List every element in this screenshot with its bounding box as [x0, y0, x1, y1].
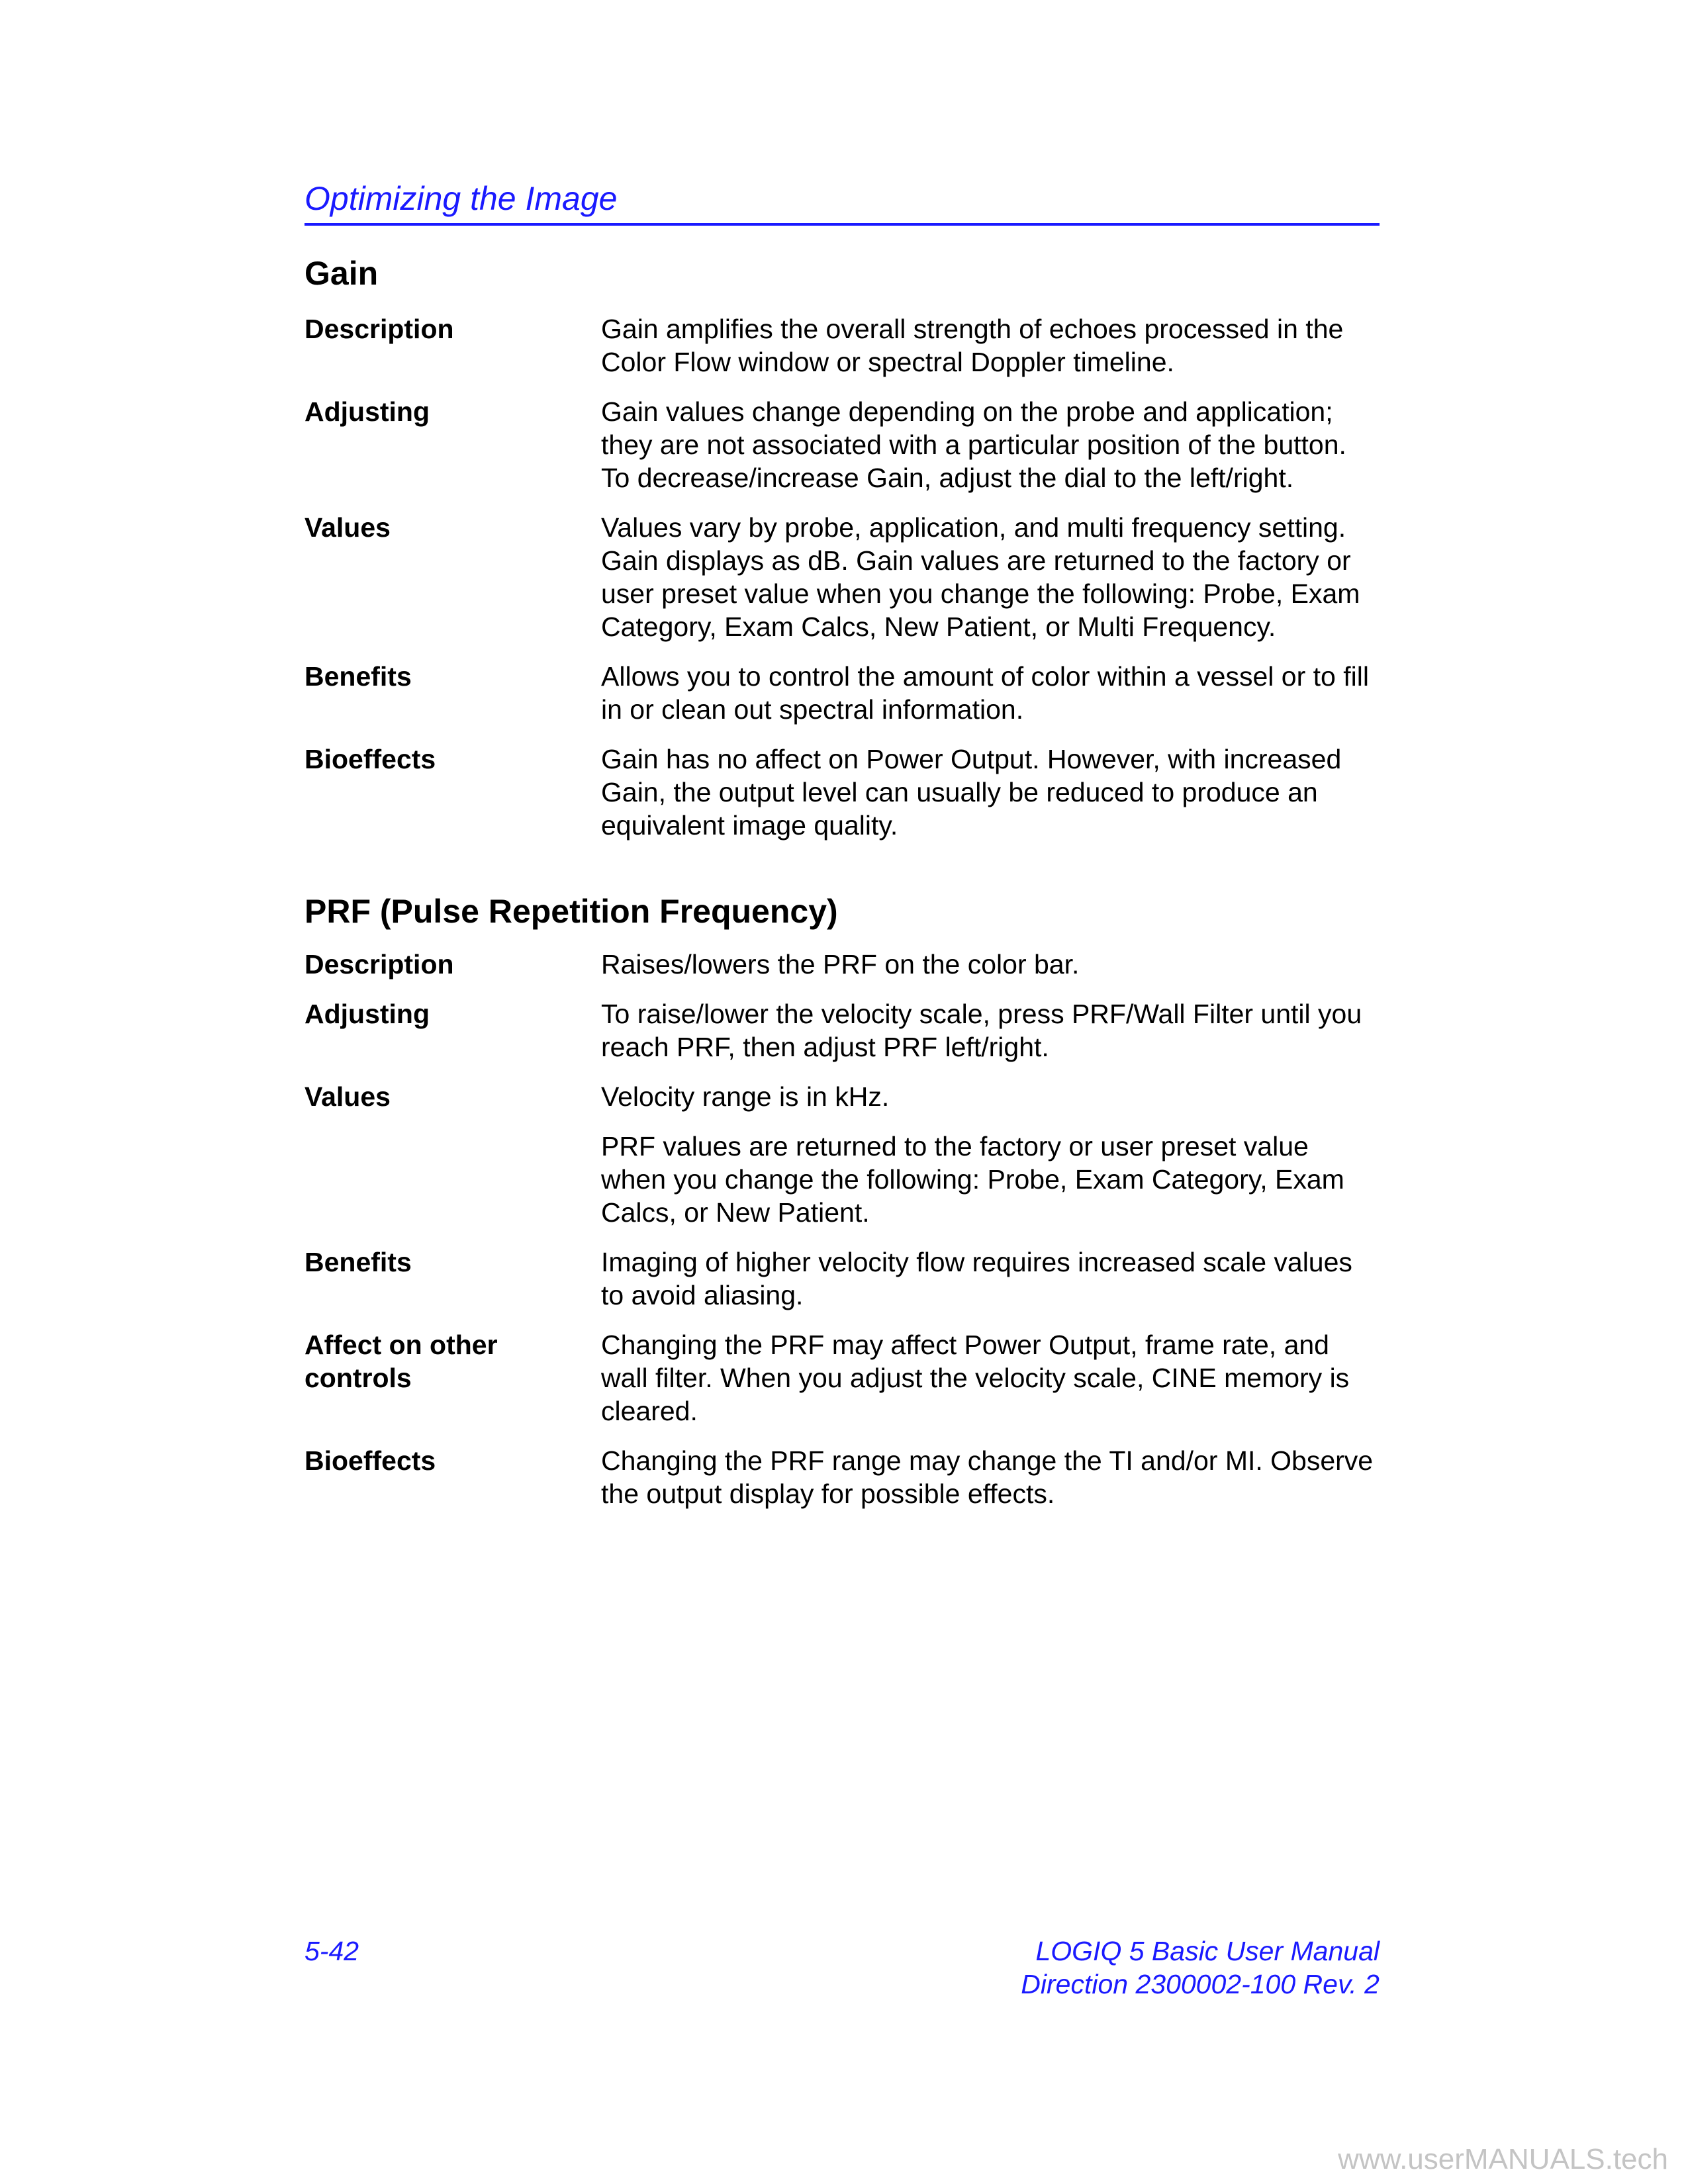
row-text — [601, 395, 1380, 494]
row-label: Values — [305, 512, 391, 543]
row-label — [305, 1328, 601, 1428]
gain-row-description — [305, 312, 1380, 379]
row-text — [601, 1328, 1380, 1428]
row-paragraph: Changing the PRF range may change the TI and/or MI. Observe the output display for possible effects. — [601, 1445, 1374, 1509]
header-rule — [305, 223, 1380, 226]
row-paragraph: Values vary by probe, application, and multi frequency setting. Gain displays as dB. Gain values are returned to the factory or user preset value when you change the following: Probe, Exam Category, Exam Calcs, New Patient, or Multi Frequency. — [601, 512, 1360, 642]
row-paragraph: Gain has no affect on Power Output. However, with increased Gain, the output level can usually be reduced to produce an equivalent image quality. — [601, 744, 1342, 841]
row-text — [601, 743, 1380, 842]
row-label: Bioeffects — [305, 1445, 436, 1476]
prf-row-bioeffects — [305, 1444, 1380, 1510]
row-paragraph: Changing the PRF may affect Power Output, frame rate, and wall filter. When you adjust the velocity scale, CINE memory is cleared. — [601, 1330, 1350, 1426]
watermark: www.userMANUALS.tech — [1338, 2143, 1668, 2175]
gain-definition-list — [305, 312, 1380, 858]
prf-row-benefits — [305, 1246, 1380, 1312]
gain-row-bioeffects — [305, 743, 1380, 842]
row-label: Adjusting — [305, 999, 430, 1029]
row-text — [601, 997, 1380, 1064]
row-label: Bioeffects — [305, 744, 436, 774]
prf-row-description — [305, 948, 1380, 981]
gain-row-adjusting — [305, 395, 1380, 494]
row-paragraph: PRF values are returned to the factory or user preset value when you change the following: Probe, Exam Category, Exam Calcs, or New Patient. — [601, 1131, 1344, 1228]
row-text — [601, 1444, 1380, 1510]
row-label-line: Affect on other — [305, 1330, 498, 1360]
row-paragraph: Imaging of higher velocity flow requires increased scale values to avoid aliasing. — [601, 1247, 1352, 1310]
row-paragraph: Gain values change depending on the probe and application; they are not associated with a particular position of the button. To decrease/increase Gain, adjust the dial to the left/right. — [601, 396, 1346, 493]
row-paragraph: Allows you to control the amount of color within a vessel or to fill in or clean out spectral information. — [601, 661, 1369, 725]
row-paragraph: To raise/lower the velocity scale, press PRF/Wall Filter until you reach PRF, then adjust PRF left/right. — [601, 999, 1362, 1062]
gain-row-benefits — [305, 660, 1380, 726]
gain-row-values — [305, 511, 1380, 643]
row-label: Description — [305, 314, 454, 344]
row-text — [601, 1246, 1380, 1312]
footer-manual-title: LOGIQ 5 Basic User Manual — [1035, 1936, 1380, 1966]
row-text — [601, 948, 1380, 981]
prf-row-values — [305, 1080, 1380, 1229]
row-text — [601, 660, 1380, 726]
footer-page-number: 5-42 — [305, 1936, 359, 1966]
prf-row-adjusting — [305, 997, 1380, 1064]
row-label: Description — [305, 949, 454, 979]
footer-manual-info — [1021, 1934, 1380, 2001]
prf-row-affect-on-other-controls — [305, 1328, 1380, 1428]
row-label: Adjusting — [305, 396, 430, 427]
footer-direction: Direction 2300002-100 Rev. 2 — [1021, 1969, 1380, 1999]
row-label: Benefits — [305, 661, 412, 692]
gain-section-title: Gain — [305, 255, 379, 292]
row-text — [601, 312, 1380, 379]
row-paragraph: Raises/lowers the PRF on the color bar. — [601, 949, 1080, 979]
row-paragraph: Gain amplifies the overall strength of echoes processed in the Color Flow window or spectral Doppler timeline. — [601, 314, 1344, 377]
row-label-line: controls — [305, 1363, 412, 1393]
prf-definition-list — [305, 948, 1380, 1527]
row-paragraph: Velocity range is in kHz. — [601, 1081, 890, 1112]
running-header-title: Optimizing the Image — [305, 180, 618, 217]
row-label: Benefits — [305, 1247, 412, 1277]
row-text — [601, 1080, 1380, 1229]
row-text — [601, 511, 1380, 643]
row-label: Values — [305, 1081, 391, 1112]
prf-section-title: PRF (Pulse Repetition Frequency) — [305, 893, 838, 930]
